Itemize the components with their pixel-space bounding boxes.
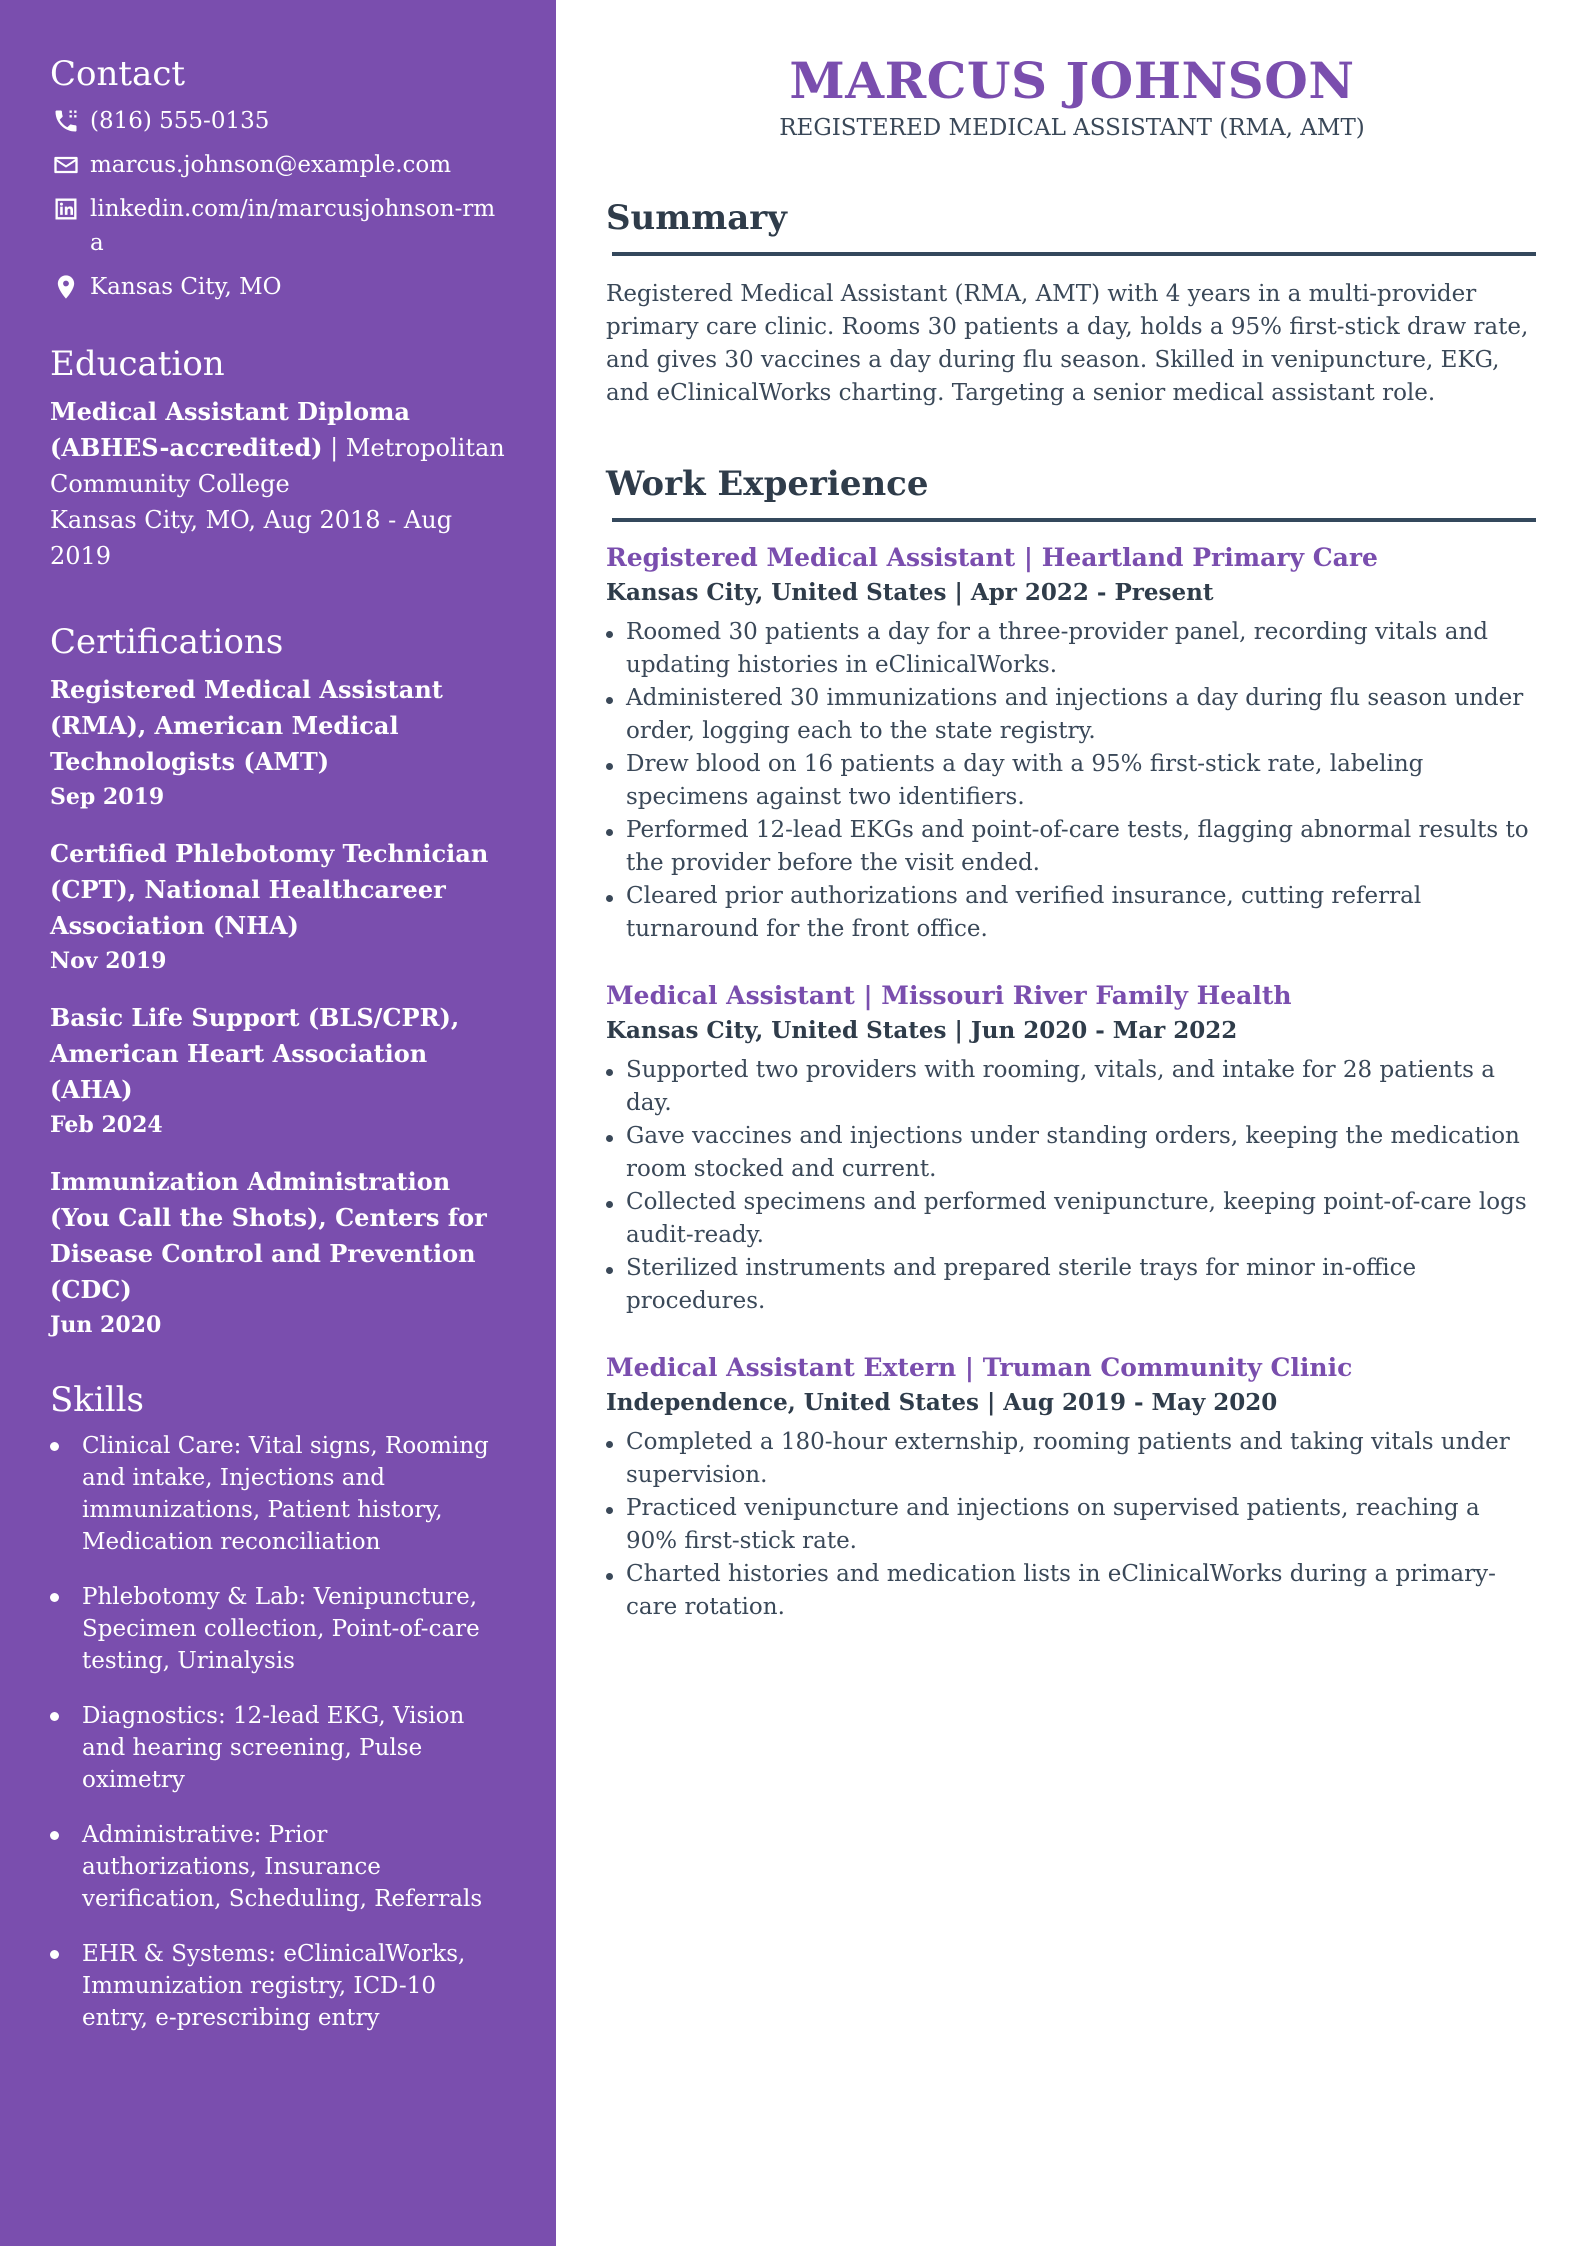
certification-name: Certified Phlebotomy Technician (CPT), National Healthcareer Association (NHA) [50, 839, 489, 940]
summary-heading: Summary [606, 198, 787, 238]
contact-phone [50, 104, 506, 138]
certification-date: Jun 2020 [50, 1312, 162, 1338]
job-meta: Kansas City, United States | Apr 2022 - Present [606, 579, 1214, 606]
job-title: Registered Medical Assistant | Heartland Primary Care [606, 543, 1378, 572]
email-icon [50, 148, 82, 182]
job-title: Medical Assistant | Missouri River Family Health [606, 981, 1292, 1010]
candidate-name: MARCUS JOHNSON [789, 51, 1355, 110]
job-bullet: Gave vaccines and injections under standing orders, keeping the medication room stocked and current. [606, 1120, 1538, 1186]
contact-location [50, 270, 506, 304]
job-bullet: Roomed 30 patients a day for a three-provider panel, recording vitals and updating histories in eClinicalWorks. [606, 616, 1538, 682]
skill-item: Clinical Care: Vital signs, Rooming and intake, Injections and immunizations, Patient history, Medication reconciliation [50, 1430, 506, 1558]
experience-heading: Work Experience [606, 464, 929, 504]
linkedin-link[interactable]: linkedin.com/in/marcusjohnson-rma [90, 196, 496, 256]
certifications-section [50, 620, 506, 1342]
job-bullets [606, 616, 1538, 946]
certification-name: Immunization Administration (You Call the Shots), Centers for Disease Control and Prevention (CDC) [50, 1167, 487, 1304]
skill-item: Diagnostics: 12-lead EKG, Vision and hearing screening, Pulse oximetry [50, 1700, 506, 1796]
phone-text: (816) 555-0135 [90, 108, 270, 134]
skill-item: Phlebotomy & Lab: Venipuncture, Specimen collection, Point-of-care testing, Urinalysis [50, 1581, 506, 1677]
job-meta: Independence, United States | Aug 2019 - May 2020 [606, 1389, 1278, 1416]
certification-item [50, 1164, 506, 1342]
education-entry [50, 394, 506, 574]
education-details: Kansas City, MO, Aug 2018 - Aug 2019 [50, 506, 453, 570]
skills-list [50, 1430, 506, 2034]
job-bullet: Supported two providers with rooming, vitals, and intake for 28 patients a day. [606, 1054, 1538, 1120]
skills-section [50, 1378, 506, 2034]
certifications-heading: Certifications [50, 622, 284, 662]
skill-item: Administrative: Prior authorizations, Insurance verification, Scheduling, Referrals [50, 1819, 506, 1915]
job-bullets [606, 1426, 1538, 1624]
job-meta: Kansas City, United States | Jun 2020 - Mar 2022 [606, 1017, 1238, 1044]
linkedin-icon [50, 192, 82, 226]
location-icon [50, 270, 82, 304]
contact-section [50, 52, 506, 304]
sidebar [0, 0, 556, 2246]
candidate-title: REGISTERED MEDICAL ASSISTANT (RMA, AMT) [779, 115, 1365, 141]
certification-date: Nov 2019 [50, 948, 167, 974]
certification-item [50, 672, 506, 814]
contact-linkedin [50, 192, 506, 260]
experience-section [606, 462, 1538, 1624]
job-bullets [606, 1054, 1538, 1318]
job-bullet: Sterilized instruments and prepared sterile trays for minor in-office procedures. [606, 1252, 1538, 1318]
location-text: Kansas City, MO [90, 274, 282, 300]
skill-item: EHR & Systems: eClinicalWorks, Immunization registry, ICD-10 entry, e-prescribing entry [50, 1938, 506, 2034]
email-link[interactable]: marcus.johnson@example.com [90, 152, 452, 178]
certification-name: Registered Medical Assistant (RMA), American Medical Technologists (AMT) [50, 675, 443, 776]
certification-item [50, 836, 506, 978]
skills-heading: Skills [50, 1380, 144, 1420]
job-bullet: Performed 12-lead EKGs and point-of-care tests, flagging abnormal results to the provider before the visit ended. [606, 814, 1538, 880]
job-entry [606, 1350, 1538, 1624]
education-degree: Medical Assistant Diploma (ABHES-accredited) [50, 397, 410, 462]
job-bullet: Completed a 180-hour externship, rooming patients and taking vitals under supervision. [606, 1426, 1538, 1492]
education-school: Metropolitan Community College [50, 434, 505, 498]
certification-date: Sep 2019 [50, 784, 165, 810]
education-heading: Education [50, 344, 225, 384]
phone-icon [50, 104, 82, 138]
contact-email [50, 148, 506, 182]
job-bullet: Administered 30 immunizations and injections a day during flu season under order, logging each to the state registry. [606, 682, 1538, 748]
job-bullet: Charted histories and medication lists in eClinicalWorks during a primary-care rotation. [606, 1558, 1538, 1624]
section-divider [612, 518, 1536, 522]
section-divider [612, 252, 1536, 256]
education-section [50, 342, 506, 574]
education-separator: | [322, 434, 346, 462]
certification-date: Feb 2024 [50, 1112, 163, 1138]
contact-heading: Contact [50, 54, 186, 94]
job-bullet: Practiced venipuncture and injections on supervised patients, reaching a 90% first-stick rate. [606, 1492, 1538, 1558]
job-title: Medical Assistant Extern | Truman Community Clinic [606, 1353, 1353, 1382]
job-bullet: Cleared prior authorizations and verified insurance, cutting referral turnaround for the front office. [606, 880, 1538, 946]
summary-section [606, 196, 1538, 410]
job-bullet: Drew blood on 16 patients a day with a 95% first-stick rate, labeling specimens against two identifiers. [606, 748, 1538, 814]
certification-item [50, 1000, 506, 1142]
certification-name: Basic Life Support (BLS/CPR), American Heart Association (AHA) [50, 1003, 460, 1104]
job-entry [606, 540, 1538, 946]
job-bullet: Collected specimens and performed venipuncture, keeping point-of-care logs audit-ready. [606, 1186, 1538, 1252]
summary-text: Registered Medical Assistant (RMA, AMT) with 4 years in a multi-provider primary care clinic. Rooms 30 patients a day, holds a 95% first-stick draw rate, and gives 30 vaccines a day during flu season. Skilled in venipuncture, EKG, and eClinicalWorks charting. Targeting a senior medical assistant role. [606, 281, 1529, 406]
job-entry [606, 978, 1538, 1318]
main-content [606, 52, 1538, 1624]
